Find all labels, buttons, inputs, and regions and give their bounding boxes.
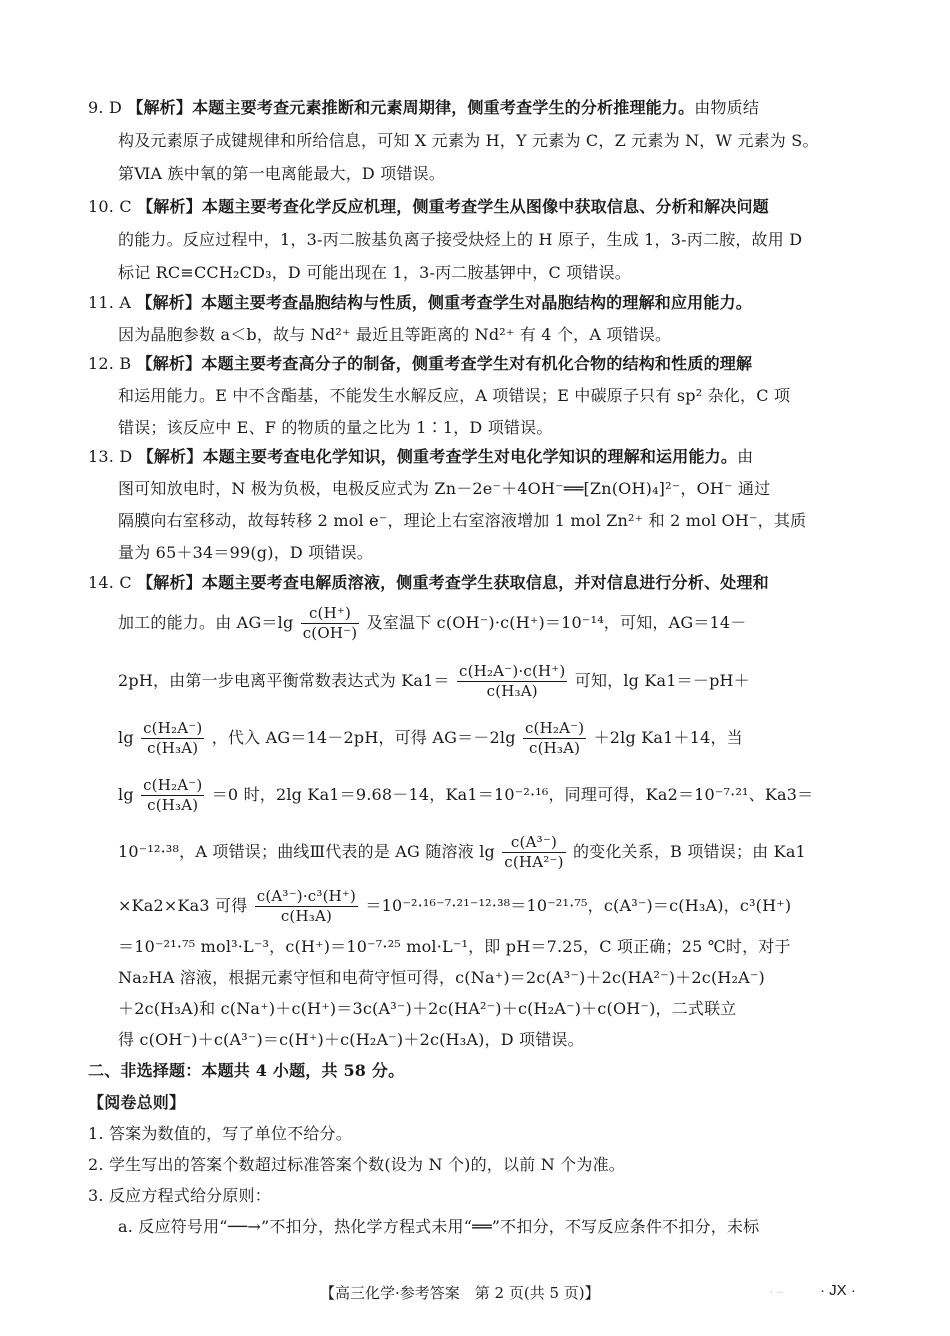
q14-line-8: ＝10⁻²¹·⁷⁵ mol³·L⁻³，c(H⁺)＝10⁻⁷·²⁵ mol·L⁻¹，即 pH＝7.25，C 项正确；25 ℃时，对于 — [118, 937, 791, 956]
fraction-denominator: c(OH⁻) — [302, 624, 358, 642]
fraction-denominator: c(HA²⁻) — [504, 853, 564, 871]
q14-line-5 — [118, 778, 860, 813]
q9-line-3: 第ⅥA 族中氧的第一电离能最大，D 项错误。 — [118, 164, 446, 183]
fraction-numerator: c(H₂A⁻) — [524, 719, 585, 737]
fraction-numerator: c(H⁺) — [301, 606, 360, 624]
q12-line-1: 12. B 【解析】本题主要考查高分子的制备，侧重考查学生对有机化合物的结构和性质的理解 — [88, 354, 753, 373]
q14-text: 10⁻¹²·³⁸，A 项错误；曲线Ⅲ代表的是 AG 随溶液 lg — [118, 842, 495, 861]
fraction-numerator: c(H₂A⁻) — [143, 719, 203, 737]
fraction-numerator: c(A³⁻) — [502, 835, 565, 853]
q9-line-2: 构及元素原子成键规律和所给信息，可知 X 元素为 H，Y 元素为 C，Z 元素为 N，W 元素为 S。 — [118, 131, 819, 150]
fraction-ratio — [141, 778, 204, 813]
q13-line-4: 量为 65＋34＝99(g)，D 项错误。 — [118, 543, 374, 562]
q14-text: 及室温下 c(OH⁻)·c(H⁺)＝10⁻¹⁴，可知，AG＝14－ — [366, 613, 747, 632]
section-heading: 二、非选择题：本题共 4 小题，共 58 分。 — [88, 1061, 405, 1080]
footer-faint-mark: · ·· — [770, 1288, 783, 1299]
fraction-denominator: c(H₃A) — [147, 739, 199, 757]
q14-text: ＝10⁻²·¹⁶⁻⁷·²¹⁻¹²·³⁸＝10⁻²¹·⁷⁵，c(A³⁻)＝c(H₃A)，c³(H⁺) — [365, 896, 792, 915]
q14-text: ×Ka2×Ka3 可得 — [118, 896, 248, 915]
q13-line-3: 隔膜向右室移动，故每转移 2 mol e⁻，理论上右室溶液增加 1 mol Zn²⁺ 和 2 mol OH⁻，其质 — [118, 511, 807, 530]
q11-line-1: 11. A 【解析】本题主要考查晶胞结构与性质，侧重考查学生对晶胞结构的理解和应用能力。 — [88, 293, 752, 312]
rule-2: 2. 学生写出的答案个数超过标准答案个数(设为 N 个)的，以前 N 个为准。 — [88, 1155, 625, 1174]
q14-text: 加工的能力。由 AG＝lg — [118, 613, 294, 632]
q14-text: lg — [118, 728, 134, 747]
q14-line-3 — [118, 664, 860, 699]
q14-text: ，代入 AG＝14－2pH，可得 AG＝－2lg — [211, 728, 516, 747]
q14-text: 可知，lg Ka1＝－pH＋ — [574, 671, 750, 690]
fraction-product — [255, 889, 358, 924]
q14-line-7 — [118, 889, 860, 924]
fraction-denominator: c(H₃A) — [486, 682, 538, 700]
fraction-denominator: c(H₃A) — [147, 796, 199, 814]
fraction-ratio — [523, 721, 586, 756]
q14-text: ＝0 时，2lg Ka1＝9.68－14，Ka1＝10⁻²·¹⁶，同理可得，Ka2＝10⁻⁷·²¹、Ka3＝ — [211, 785, 814, 804]
q14-text: lg — [118, 785, 134, 804]
fraction-numerator: c(H₂A⁻)·c(H⁺) — [459, 662, 566, 680]
q14-line-2 — [118, 606, 860, 641]
q14-line-4 — [118, 721, 860, 756]
rule-1: 1. 答案为数值的，写了单位不给分。 — [88, 1124, 352, 1143]
fraction-ka1 — [457, 664, 567, 699]
q12-line-2: 和运用能力。E 中不含酯基，不能发生水解反应，A 项错误；E 中碳原子只有 sp² 杂化，C 项 — [118, 386, 791, 405]
q13-line-2: 图可知放电时，N 极为负极，电极反应式为 Zn－2e⁻＋4OH⁻══[Zn(OH)₄]²⁻，OH⁻ 通过 — [118, 479, 771, 498]
footer-region-code: · JX · — [820, 1282, 856, 1299]
fraction-a3 — [502, 835, 565, 870]
q11-line-2: 因为晶胞参数 a＜b，故与 Nd²⁺ 最近且等距离的 Nd²⁺ 有 4 个，A 项错误。 — [118, 325, 672, 344]
q14-text: 的变化关系，B 项错误；由 Ka1 — [572, 842, 806, 861]
q14-line-1: 14. C 【解析】本题主要考查电解质溶液，侧重考查学生获取信息，并对信息进行分析、处理和 — [88, 573, 769, 592]
q13-line-1: 13. D 【解析】本题主要考查电化学知识，侧重考查学生对电化学知识的理解和运用能力。由 — [88, 447, 754, 466]
rules-title: 【阅卷总则】 — [88, 1093, 186, 1112]
q14-text: 2pH，由第一步电离平衡常数表达式为 Ka1＝ — [118, 671, 450, 690]
q14-line-9: Na₂HA 溶液，根据元素守恒和电荷守恒可得，c(Na⁺)＝2c(A³⁻)＋2c(HA²⁻)＋2c(H₂A⁻) — [118, 968, 766, 987]
q14-line-11: 得 c(OH⁻)＋c(A³⁻)＝c(H⁺)＋c(H₂A⁻)＋2c(H₃A)，D 项错误。 — [118, 1030, 584, 1049]
footer-page-label: 【高三化学·参考答案 第 2 页(共 5 页)】 — [320, 1284, 600, 1302]
fraction-numerator: c(A³⁻)·c³(H⁺) — [256, 887, 357, 905]
q9-line-1: 9. D 【解析】本题主要考查元素推断和元素周期律，侧重考查学生的分析推理能力。由物质结 — [88, 98, 760, 117]
q10-line-1: 10. C 【解析】本题主要考查化学反应机理，侧重考查学生从图像中获取信息、分析和解决问题 — [88, 197, 769, 216]
fraction-denominator: c(H₃A) — [529, 739, 581, 757]
rule-3a: a. 反应符号用“──→”不扣分，热化学方程式未用“══”不扣分，不写反应条件不扣分，未标 — [118, 1217, 760, 1236]
q10-line-3: 标记 RC≡CCH₂CD₃，D 可能出现在 1，3-丙二胺基钾中，C 项错误。 — [118, 263, 632, 282]
q14-line-6 — [118, 835, 860, 870]
q10-line-2: 的能力。反应过程中，1，3-丙二胺基负离子接受炔烃上的 H 原子，生成 1，3-丙二胺，故用 D — [118, 230, 803, 249]
q12-line-3: 错误；该反应中 E、F 的物质的量之比为 1∶1，D 项错误。 — [118, 418, 553, 437]
fraction-numerator: c(H₂A⁻) — [143, 776, 203, 794]
fraction-ag — [301, 606, 360, 641]
q14-text: ＋2lg Ka1＋14，当 — [593, 728, 743, 747]
fraction-denominator: c(H₃A) — [280, 907, 333, 925]
q14-line-10: ＋2c(H₃A)和 c(Na⁺)＋c(H⁺)＝3c(A³⁻)＋2c(HA²⁻)＋c(H₂A⁻)＋c(OH⁻)，二式联立 — [118, 999, 737, 1018]
rule-3: 3. 反应方程式给分原则： — [88, 1186, 271, 1205]
fraction-ratio — [141, 721, 204, 756]
